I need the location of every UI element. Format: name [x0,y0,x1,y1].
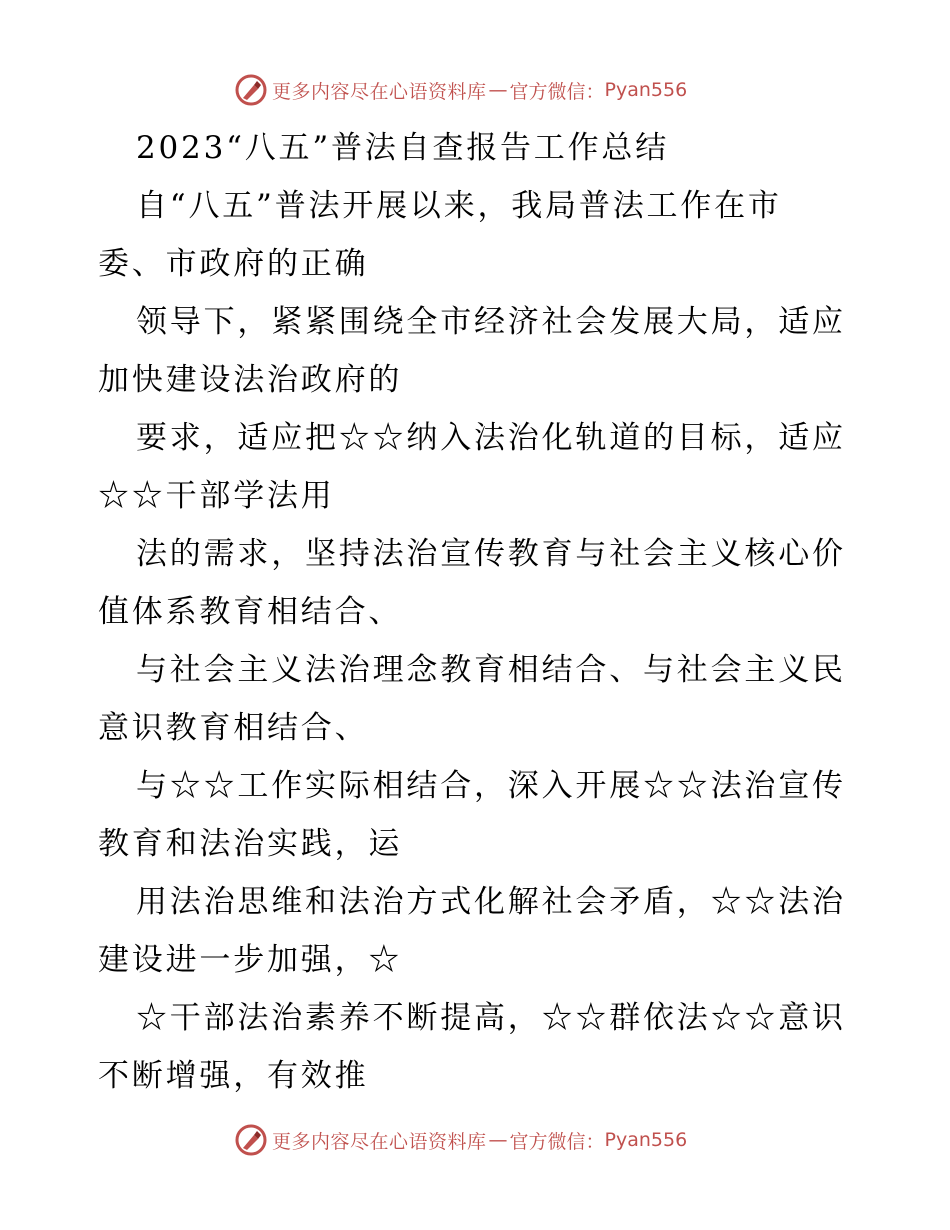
pen-logo-icon [234,1123,268,1157]
paragraph-line: 教育和法治实践，运 [98,826,403,862]
watermark-wechat-id: Pyan556 [604,1129,688,1151]
paragraph-line: 与☆☆工作实际相结合，深入开展☆☆法治宣传 [136,768,846,804]
watermark-separator: — [488,1129,508,1151]
paragraph-line: ☆☆干部学法用 [98,478,335,514]
footer-watermark [234,1122,687,1158]
watermark-separator: — [488,79,508,101]
paragraph-line: ☆干部法治素养不断提高，☆☆群依法☆☆意识 [136,1000,846,1036]
paragraph-line: 自“八五”普法开展以来，我局普法工作在市 [136,188,782,224]
header-watermark [234,72,687,108]
paragraph-line: 意识教育相结合、 [98,710,369,746]
document-title: 2023“八五”普法自查报告工作总结 [136,130,669,166]
paragraph-line: 委、市政府的正确 [98,246,369,282]
paragraph-line: 值体系教育相结合、 [98,594,403,630]
pen-logo-icon [234,73,268,107]
paragraph-line: 与社会主义法治理念教育相结合、与社会主义民 [136,652,846,688]
paragraph-line: 用法治思维和法治方式化解社会矛盾，☆☆法治 [136,884,846,920]
paragraph-line: 要求，适应把☆☆纳入法治化轨道的目标，适应 [136,420,846,456]
watermark-site-text: 更多内容尽在心语资料库 [272,80,487,103]
paragraph-line: 建设进一步加强，☆ [98,942,403,978]
paragraph-line: 领导下，紧紧围绕全市经济社会发展大局，适应 [136,304,846,340]
watermark-wechat-id: Pyan556 [604,79,688,101]
paragraph-line: 不断增强，有效推 [98,1058,369,1094]
watermark-site-text: 更多内容尽在心语资料库 [272,1130,487,1153]
paragraph-line: 加快建设法治政府的 [98,362,403,398]
watermark-wechat-label: 官方微信： [509,80,605,103]
watermark-wechat-label: 官方微信： [509,1130,605,1153]
paragraph-line: 法的需求，坚持法治宣传教育与社会主义核心价 [136,536,846,572]
